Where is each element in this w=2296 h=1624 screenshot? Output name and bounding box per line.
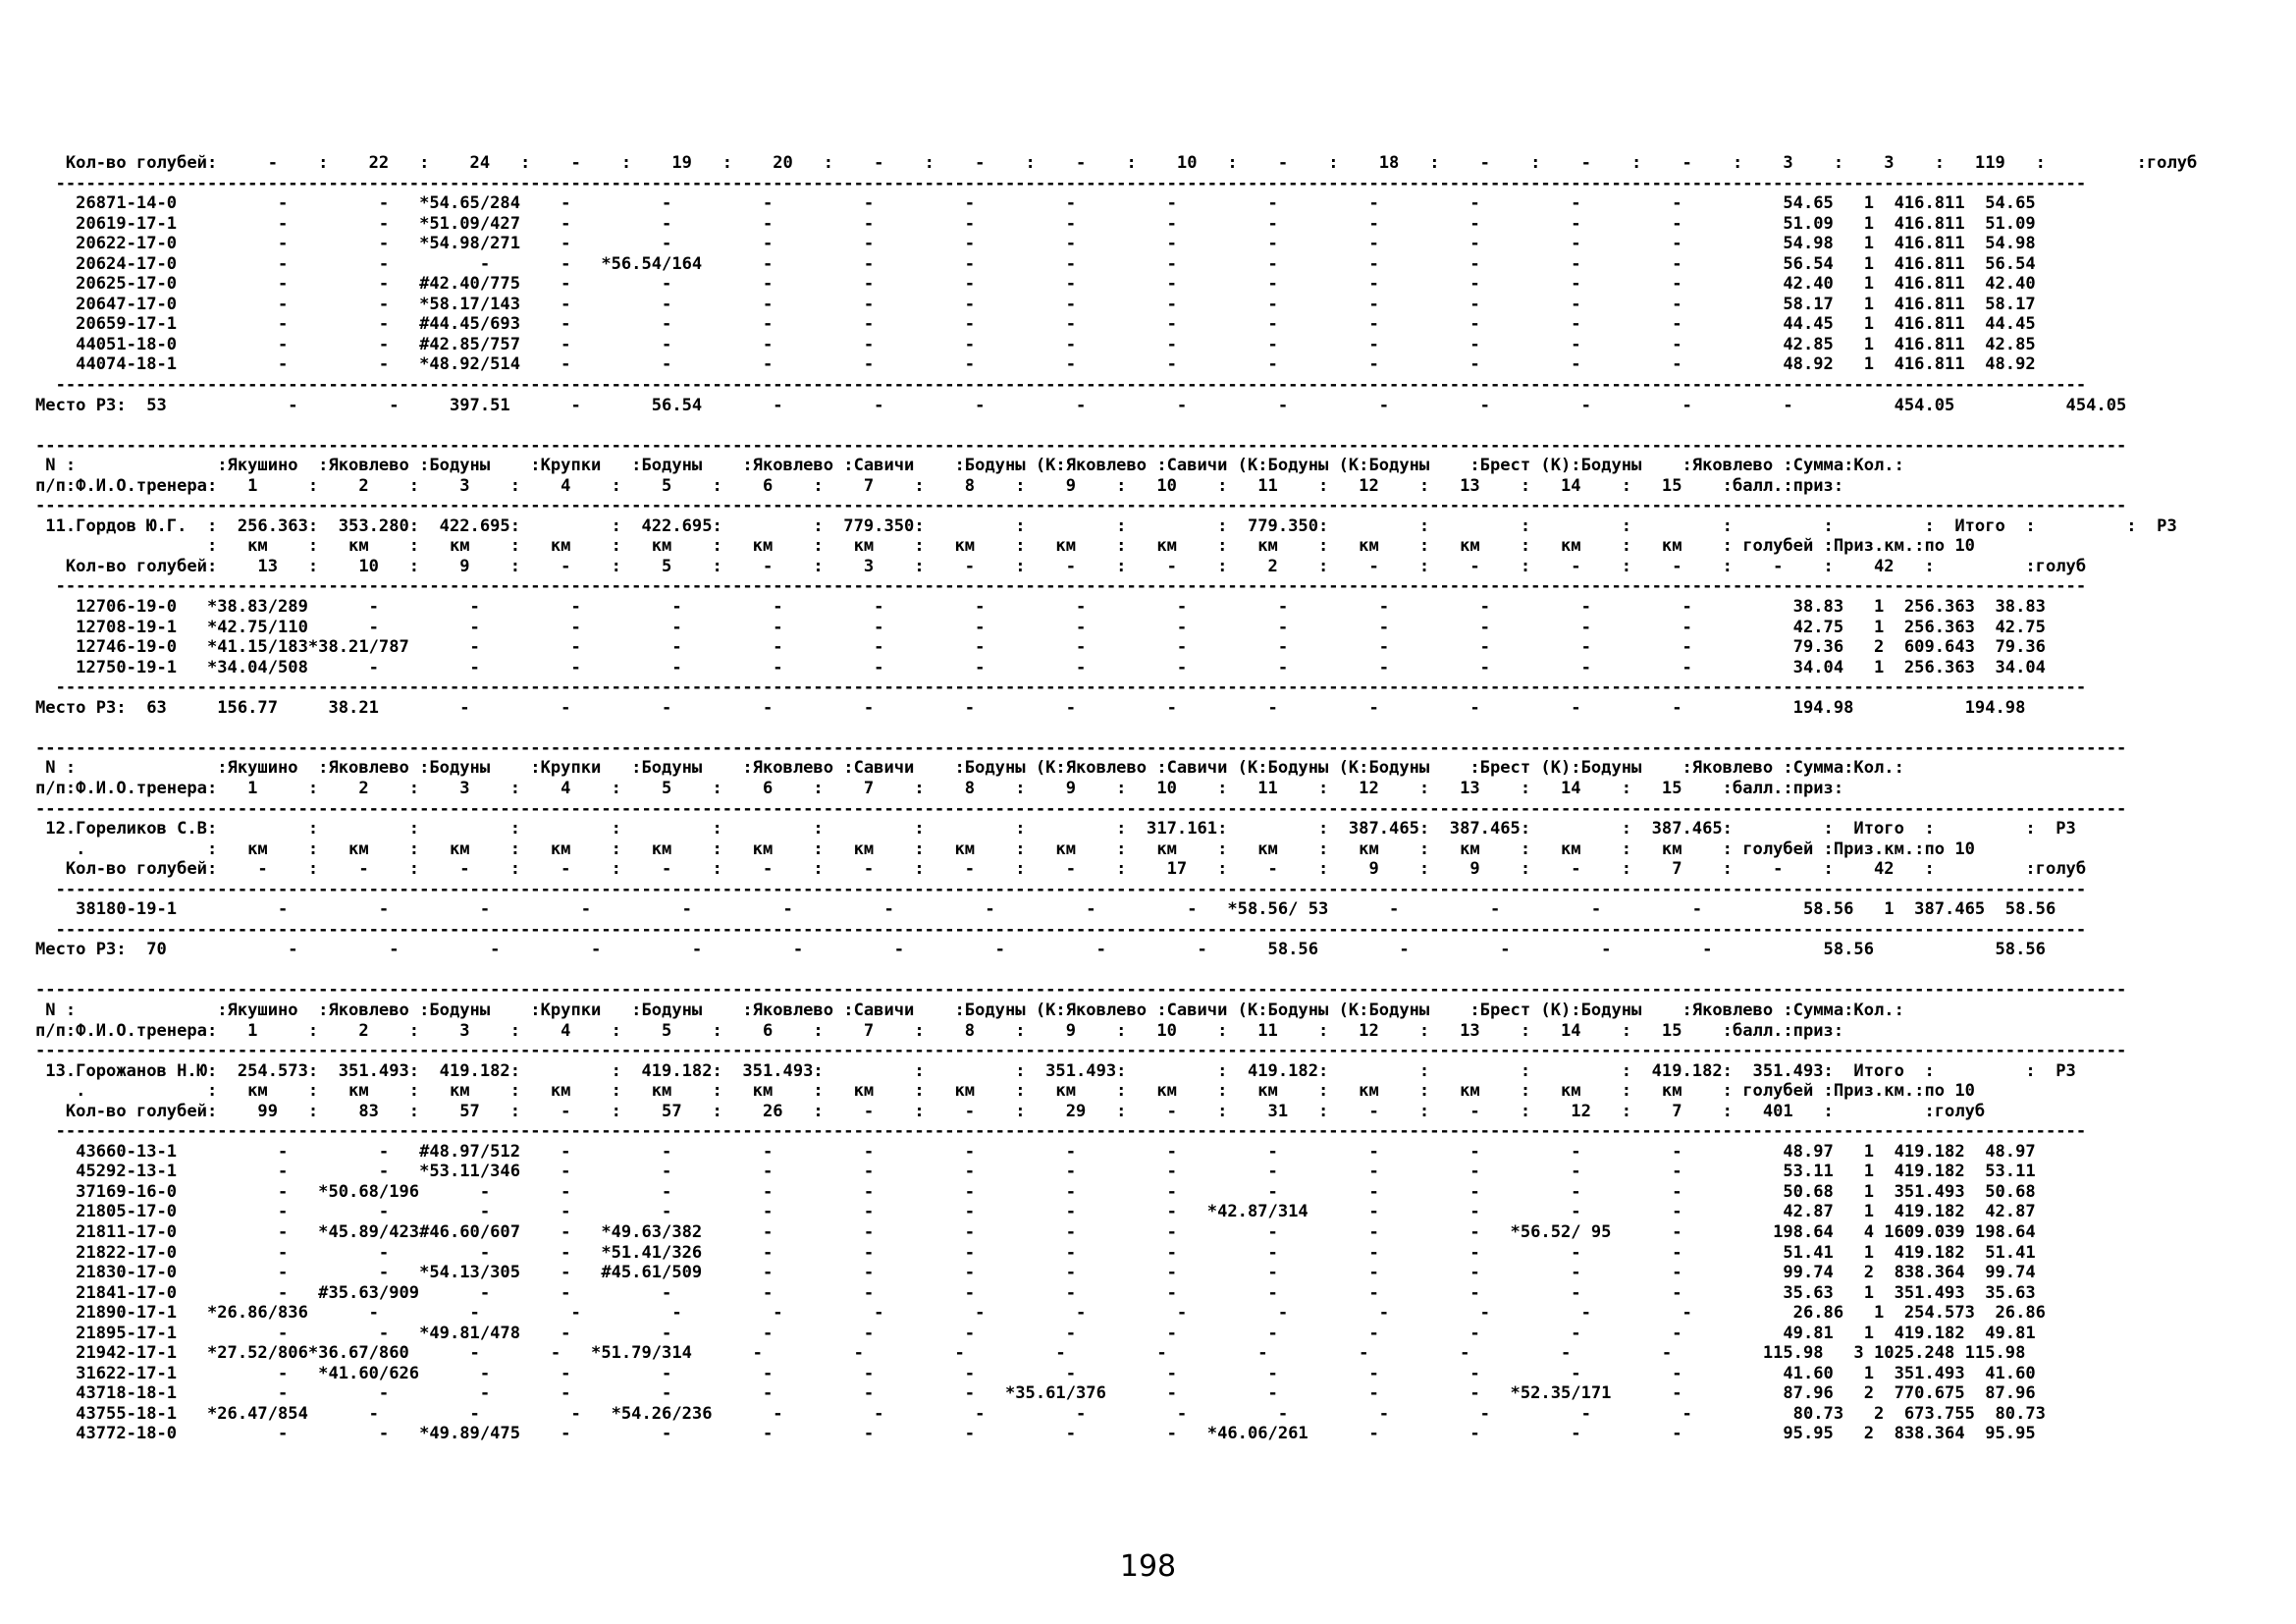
printout-line: 21822-17-0 - - - - *51.41/326 - - - - - - - - - - 51.41 1 419.182 51.41: [35, 1242, 2036, 1263]
printout-line: 21942-17-1 *27.52/806*36.67/860 - - *51.79/314 - - - - - - - - - - 115.98 3 1025.248 115.98: [35, 1343, 2026, 1364]
printout-line: 26871-14-0 - - *54.65/284 - - - - - - - - - - - - 54.65 1 416.811 54.65: [35, 193, 2036, 214]
printout-line: 12746-19-0 *41.15/183*38.21/787 - - - - - - - - - - - - - 79.36 2 609.643 79.36: [35, 637, 2046, 658]
printout-line: 43660-13-1 - - #48.97/512 - - - - - - - - - - - - 48.97 1 419.182 48.97: [35, 1141, 2036, 1162]
printout-line: [35, 718, 2197, 738]
printout-line: 21811-17-0 - *45.89/423#46.60/607 - *49.63/382 - - - - - - - - *56.52/ 95 - 198.64 4 1609.039 198.64: [35, 1221, 2036, 1242]
printout-line: 43718-18-1 - - - - - - - - *35.61/376 - - - - *52.35/171 - 87.96 2 770.675 87.96: [35, 1383, 2036, 1404]
printout-line: 12750-19-1 *34.04/508 - - - - - - - - - - - - - - 34.04 1 256.363 34.04: [35, 657, 2046, 677]
printout-line: Кол-во голубей: 13 : 10 : 9 : - : 5 : - : 3 : - : - : - : 2 : - : - : - : - : - : 42 : :голуб: [35, 556, 2087, 576]
printout-line: 13.Горожанов Н.Ю: 254.573: 351.493: 419.182: : 419.182: 351.493: : : 351.493: : 419.182: : : : 419.182: 351.493: Итого : : РЗ: [35, 1060, 2076, 1081]
printout-line: ---------------------------------------------------------------------------------------------------------------------------------------------------------------------------------------------------------: [35, 677, 2087, 698]
printout-line: 38180-19-1 - - - - - - - - - - *58.56/ 53 - - - - 58.56 1 387.465 58.56: [35, 899, 2056, 920]
printout-line: 21895-17-1 - - *49.81/478 - - - - - - - - - - - - 49.81 1 419.182 49.81: [35, 1323, 2036, 1343]
printout-line: 20659-17-1 - - #44.45/693 - - - - - - - - - - - - 44.45 1 416.811 44.45: [35, 314, 2036, 335]
printout-line: 37169-16-0 - *50.68/196 - - - - - - - - - - - - - 50.68 1 351.493 50.68: [35, 1181, 2036, 1202]
printout-line: 20647-17-0 - - *58.17/143 - - - - - - - - - - - - 58.17 1 416.811 58.17: [35, 294, 2036, 314]
printout-line: 12708-19-1 *42.75/110 - - - - - - - - - - - - - - 42.75 1 256.363 42.75: [35, 617, 2046, 637]
printout-line: 43772-18-0 - - *49.89/475 - - - - - - - *46.06/261 - - - - 95.95 2 838.364 95.95: [35, 1424, 2036, 1444]
printout-line: 44051-18-0 - - #42.85/757 - - - - - - - - - - - - 42.85 1 416.811 42.85: [35, 334, 2036, 354]
printout-line: ---------------------------------------------------------------------------------------------------------------------------------------------------------------------------------------------------------------: [35, 798, 2127, 819]
printout-line: Место РЗ: 53 - - 397.51 - 56.54 - - - - - - - - - - - 454.05 454.05: [35, 395, 2127, 415]
printout-line: 12706-19-0 *38.83/289 - - - - - - - - - - - - - - 38.83 1 256.363 38.83: [35, 597, 2046, 618]
printout-line: 21805-17-0 - - - - - - - - - - *42.87/314 - - - - 42.87 1 419.182 42.87: [35, 1202, 2036, 1222]
printout-line: п/п:Ф.И.О.тренера: 1 : 2 : 3 : 4 : 5 : 6 : 7 : 8 : 9 : 10 : 11 : 12 : 13 : 14 : 15 :балл.:приз:: [35, 778, 1844, 798]
printout-line: N : :Якушино :Яковлево :Бодуны :Крупки :Бодуны :Яковлево :Савичи :Бодуны (К:Яковлево :Савичи (К:Бодуны (К:Бодуны :Брест (К):Бодуны :Яковлево :Сумма:Кол.:: [35, 1000, 1904, 1020]
printout-line: N : :Якушино :Яковлево :Бодуны :Крупки :Бодуны :Яковлево :Савичи :Бодуны (К:Яковлево :Савичи (К:Бодуны (К:Бодуны :Брест (К):Бодуны :Яковлево :Сумма:Кол.:: [35, 758, 1904, 779]
printout-line: п/п:Ф.И.О.тренера: 1 : 2 : 3 : 4 : 5 : 6 : 7 : 8 : 9 : 10 : 11 : 12 : 13 : 14 : 15 :балл.:приз:: [35, 1020, 1844, 1041]
printout-line: Кол-во голубей: - : - : - : - : - : - : - : - : - : 17 : - : 9 : 9 : - : 7 : - : 42 : :голуб: [35, 859, 2087, 880]
printout-line: . : км : км : км : км : км : км : км : км : км : км : км : км : км : км : км : голубей :Приз.км.:по 10: [35, 839, 1975, 859]
results-printout: [35, 153, 2197, 1444]
printout-line: ---------------------------------------------------------------------------------------------------------------------------------------------------------------------------------------------------------: [35, 173, 2087, 193]
printout-line: 20624-17-0 - - - - *56.54/164 - - - - - - - - - - 56.54 1 416.811 56.54: [35, 253, 2036, 274]
printout-line: ---------------------------------------------------------------------------------------------------------------------------------------------------------------------------------------------------------: [35, 375, 2087, 396]
printout-line: 21830-17-0 - - *54.13/305 - #45.61/509 - - - - - - - - - - 99.74 2 838.364 99.74: [35, 1263, 2036, 1283]
printout-line: ---------------------------------------------------------------------------------------------------------------------------------------------------------------------------------------------------------: [35, 919, 2087, 940]
printout-line: 20619-17-1 - - *51.09/427 - - - - - - - - - - - - 51.09 1 416.811 51.09: [35, 213, 2036, 234]
printout-line: ---------------------------------------------------------------------------------------------------------------------------------------------------------------------------------------------------------------: [35, 496, 2127, 516]
printout-line: ---------------------------------------------------------------------------------------------------------------------------------------------------------------------------------------------------------------: [35, 980, 2127, 1001]
printout-line: Место РЗ: 70 - - - - - - - - - - 58.56 - - - - 58.56 58.56: [35, 940, 2046, 960]
printout-line: ---------------------------------------------------------------------------------------------------------------------------------------------------------------------------------------------------------: [35, 576, 2087, 597]
printout-line: . : км : км : км : км : км : км : км : км : км : км : км : км : км : км : км : голубей :Приз.км.:по 10: [35, 1081, 1975, 1102]
printout-line: 12.Гореликов С.В: : : : : : : : : : 317.161: : 387.465: 387.465: : 387.465: : Итого : : РЗ: [35, 819, 2076, 839]
printout-line: 31622-17-1 - *41.60/626 - - - - - - - - - - - - - 41.60 1 351.493 41.60: [35, 1363, 2036, 1383]
printout-line: 45292-13-1 - - *53.11/346 - - - - - - - - - - - - 53.11 1 419.182 53.11: [35, 1162, 2036, 1182]
printout-line: 21841-17-0 - #35.63/909 - - - - - - - - - - - - - 35.63 1 351.493 35.63: [35, 1282, 2036, 1303]
printout-line: 20625-17-0 - - #42.40/775 - - - - - - - - - - - - 42.40 1 416.811 42.40: [35, 274, 2036, 295]
printout-line: ---------------------------------------------------------------------------------------------------------------------------------------------------------------------------------------------------------------: [35, 435, 2127, 456]
printout-line: N : :Якушино :Яковлево :Бодуны :Крупки :Бодуны :Яковлево :Савичи :Бодуны (К:Яковлево :Савичи (К:Бодуны (К:Бодуны :Брест (К):Бодуны :Яковлево :Сумма:Кол.:: [35, 456, 1904, 476]
printout-line: [35, 960, 2197, 981]
printout-line: 44074-18-1 - - *48.92/514 - - - - - - - - - - - - 48.92 1 416.811 48.92: [35, 354, 2036, 375]
printout-line: ---------------------------------------------------------------------------------------------------------------------------------------------------------------------------------------------------------: [35, 879, 2087, 899]
printout-line: ---------------------------------------------------------------------------------------------------------------------------------------------------------------------------------------------------------: [35, 1121, 2087, 1142]
printout-line: 21890-17-1 *26.86/836 - - - - - - - - - - - - - - 26.86 1 254.573 26.86: [35, 1303, 2046, 1324]
printout-line: Место РЗ: 63 156.77 38.21 - - - - - - - - - - - - - 194.98 194.98: [35, 697, 2026, 718]
printout-line: : км : км : км : км : км : км : км : км : км : км : км : км : км : км : км : голубей :Приз.км.:по 10: [35, 536, 1975, 557]
printout-line: [35, 415, 2197, 436]
printout-line: 20622-17-0 - - *54.98/271 - - - - - - - - - - - - 54.98 1 416.811 54.98: [35, 234, 2036, 254]
printout-line: п/п:Ф.И.О.тренера: 1 : 2 : 3 : 4 : 5 : 6 : 7 : 8 : 9 : 10 : 11 : 12 : 13 : 14 : 15 :балл.:приз:: [35, 475, 1844, 496]
printout-line: Кол-во голубей: - : 22 : 24 : - : 19 : 20 : - : - : - : 10 : - : 18 : - : - : - : 3 : 3 : 119 : :голуб: [35, 153, 2198, 173]
printout-line: ---------------------------------------------------------------------------------------------------------------------------------------------------------------------------------------------------------------: [35, 737, 2127, 758]
printout-line: 43755-18-1 *26.47/854 - - - *54.26/236 - - - - - - - - - - 80.73 2 673.755 80.73: [35, 1403, 2046, 1424]
printout-line: 11.Гордов Ю.Г. : 256.363: 353.280: 422.695: : 422.695: : 779.350: : : : 779.350: : : : : : : Итого : : РЗ: [35, 515, 2177, 536]
page-number: 198: [1119, 1549, 1177, 1584]
printout-line: ---------------------------------------------------------------------------------------------------------------------------------------------------------------------------------------------------------------: [35, 1041, 2127, 1061]
printout-line: Кол-во голубей: 99 : 83 : 57 : - : 57 : 26 : - : - : 29 : - : 31 : - : - : 12 : 7 : 401 : :голуб: [35, 1101, 1986, 1121]
